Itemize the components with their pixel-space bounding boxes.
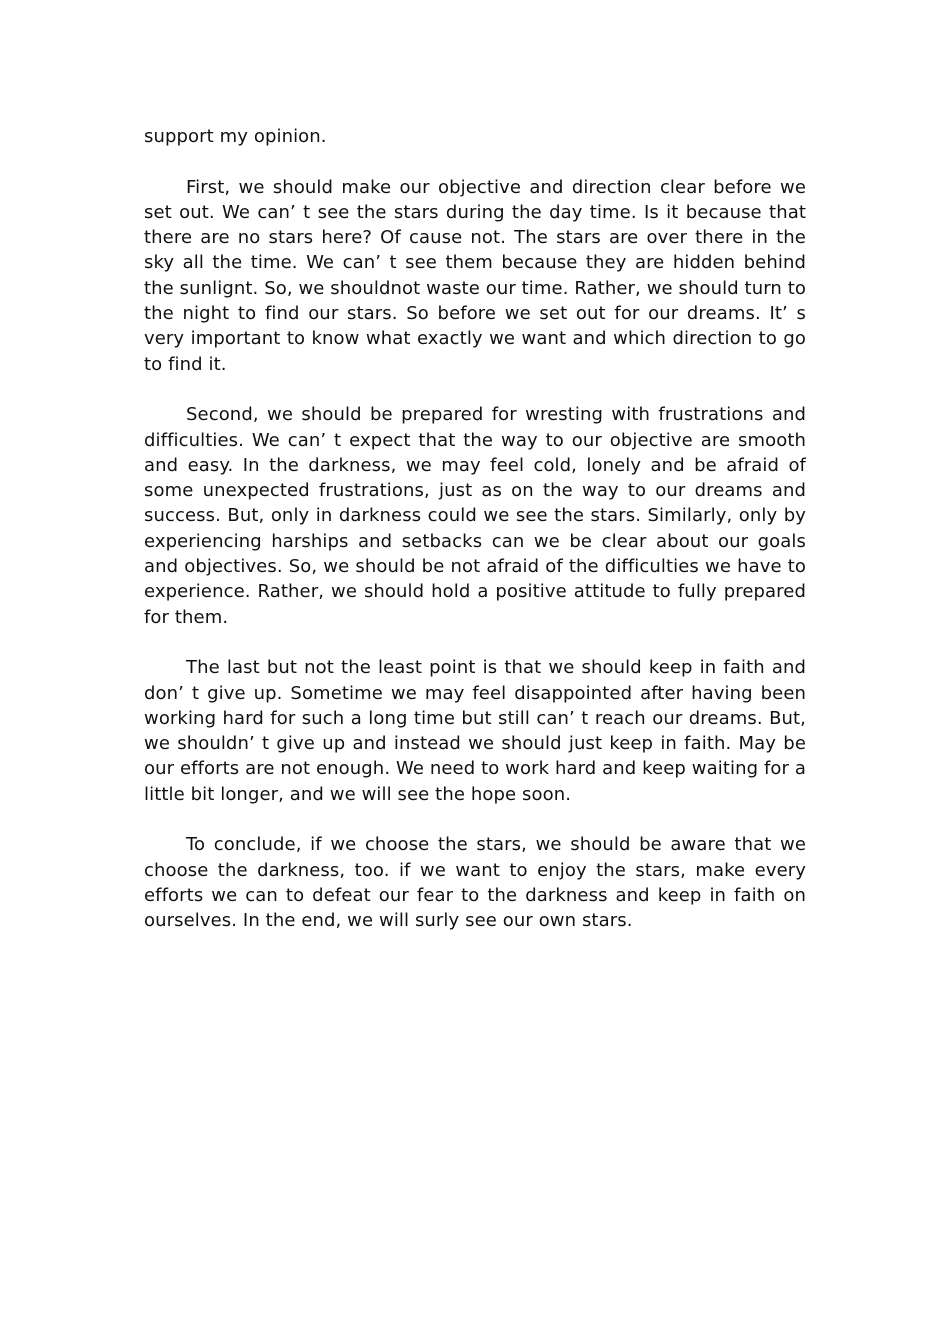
paragraph-first-point: First, we should make our objective and direction clear before we set out. We can’ t see the stars during the day time. Is it because that there are no stars here? Of cause not. The stars are over there in the sky all the time. We can’ t see them because they are hidden behind the sunlignt. So, we shouldnot waste our time. Rather, we should turn to the night to find our stars. So before we set out for our dreams. It’ s very important to know what exactly we want and which direction to go to find it. [144,176,807,375]
paragraph-last-point: The last but not the least point is that we should keep in faith and don’ t give up. Sometime we may feel disappointed after having been working hard for such a long time but still can’ t reach our dreams. But, we shouldn’ t give up and instead we should just keep in faith. May be our efforts are not enough. We need to work hard and keep waiting for a little bit longer, and we will see the hope soon. [144,657,806,805]
paragraph-conclusion: To conclude, if we choose the stars, we should be aware that we choose the darkness, too. if we want to enjoy the stars, make every efforts we can to defeat our fear to the darkness and keep in faith on ourselves. In the end, we will surly see our own stars. [144,834,806,932]
essay-body [144,124,806,959]
paragraph-opening-fragment: support my opinion. [144,126,327,147]
paragraph-second-point: Second, we should be prepared for wresting with frustrations and difficulties. We can’ t expect that the way to our objective are smooth and easy. In the darkness, we may feel cold, lonely and be afraid of some unexpected frustrations, just as on the way to our dreams and success. But, only in darkness could we see the stars. Similarly, only by experiencing harships and setbacks can we be clear about our goals and objectives. So, we should be not afraid of the difficulties we have to experience. Rather, we should hold a positive attitude to fully prepared for them. [144,404,806,628]
